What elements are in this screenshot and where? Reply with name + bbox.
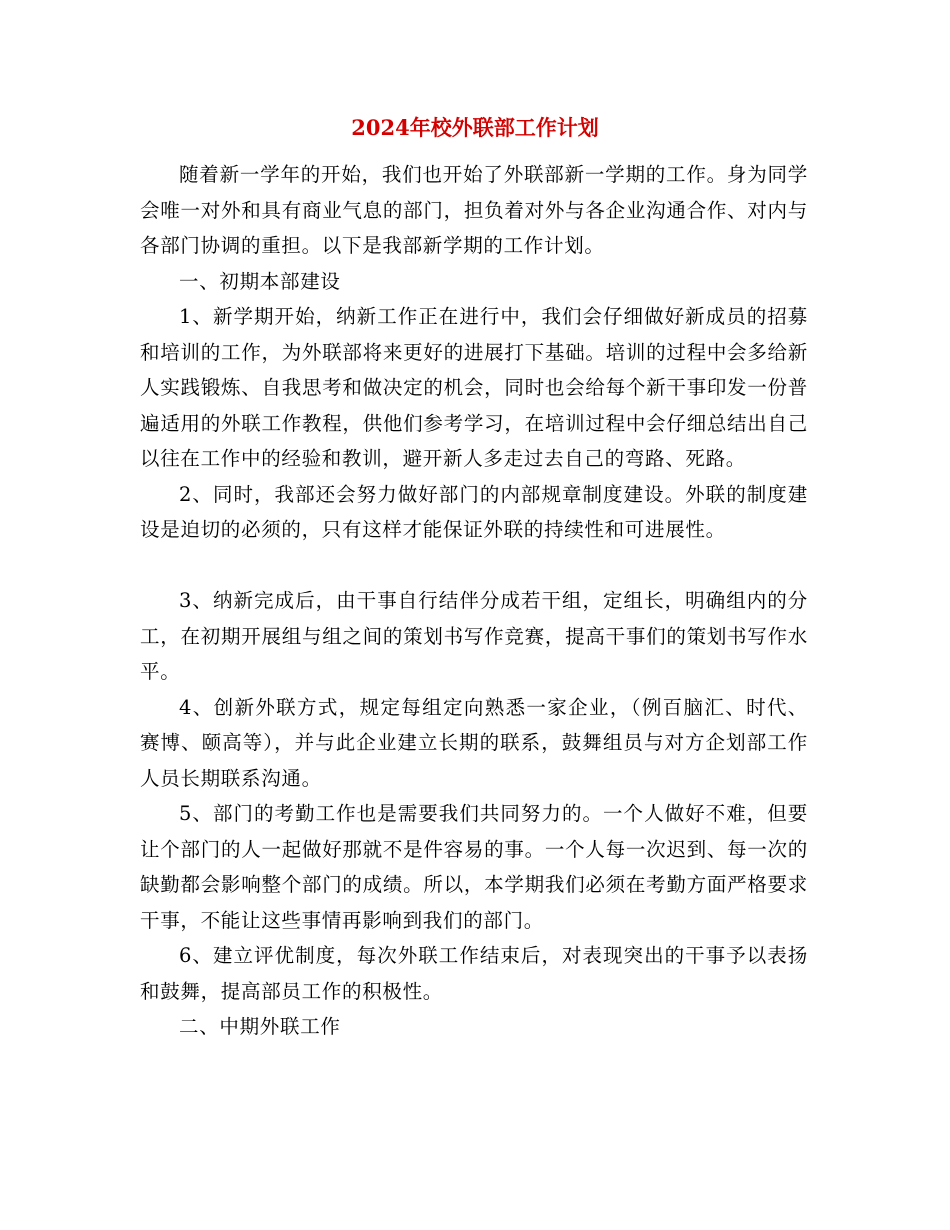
item-paragraph-6: 6、建立评优制度，每次外联工作结束后，对表现突出的干事予以表扬和鼓舞，提高部员工作的积极性。 (140, 944, 808, 1003)
intro-paragraph: 随着新一学年的开始，我们也开始了外联部新一学期的工作。身为同学会唯一对外和具有商业气息的部门，担负着对外与各企业沟通合作、对内与各部门协调的重担。以下是我部新学期的工作计划。 (140, 163, 808, 257)
section-heading-middle: 二、中期外联工作 (179, 1015, 341, 1038)
item-paragraph-1: 1、新学期开始，纳新工作正在进行中，我们会仔细做好新成员的招募和培训的工作，为外联部将来更好的进展打下基础。培训的过程中会多给新人实践锻炼、自我思考和做决定的机会，同时也会给每个新干事印发一份普遍适用的外联工作教程，供他们参考学习，在培训过程中会仔细总结出自己以往在工作中的经验和教训，避开新人多走过去自己的弯路、死路。 (140, 305, 808, 470)
document-body (140, 157, 808, 1045)
document-title: 2024年校外联部工作计划 (351, 115, 599, 140)
item-paragraph-2: 2、同时，我部还会努力做好部门的内部规章制度建设。外联的制度建设是迫切的必须的，只有这样才能保证外联的持续性和可进展性。 (140, 482, 808, 541)
section-heading-initial: 一、初期本部建设 (179, 269, 341, 293)
item-paragraph-3: 3、纳新完成后，由干事自行结伴分成若干组，定组长，明确组内的分工，在初期开展组与组之间的策划书写作竞赛，提高干事们的策划书写作水平。 (140, 589, 808, 683)
blank-line (140, 548, 808, 584)
item-paragraph-5: 5、部门的考勤工作也是需要我们共同努力的。一个人做好不难，但要让个部门的人一起做好那就不是件容易的事。一个人每一次迟到、每一次的缺勤都会影响整个部门的成绩。所以，本学期我们必须在考勤方面严格要求干事，不能让这些事情再影响到我们的部门。 (140, 802, 808, 932)
item-paragraph-4: 4、创新外联方式，规定每组定向熟悉一家企业，（例百脑汇、时代、赛博、颐高等），并与此企业建立长期的联系，鼓舞组员与对方企划部工作人员长期联系沟通。 (140, 695, 808, 790)
